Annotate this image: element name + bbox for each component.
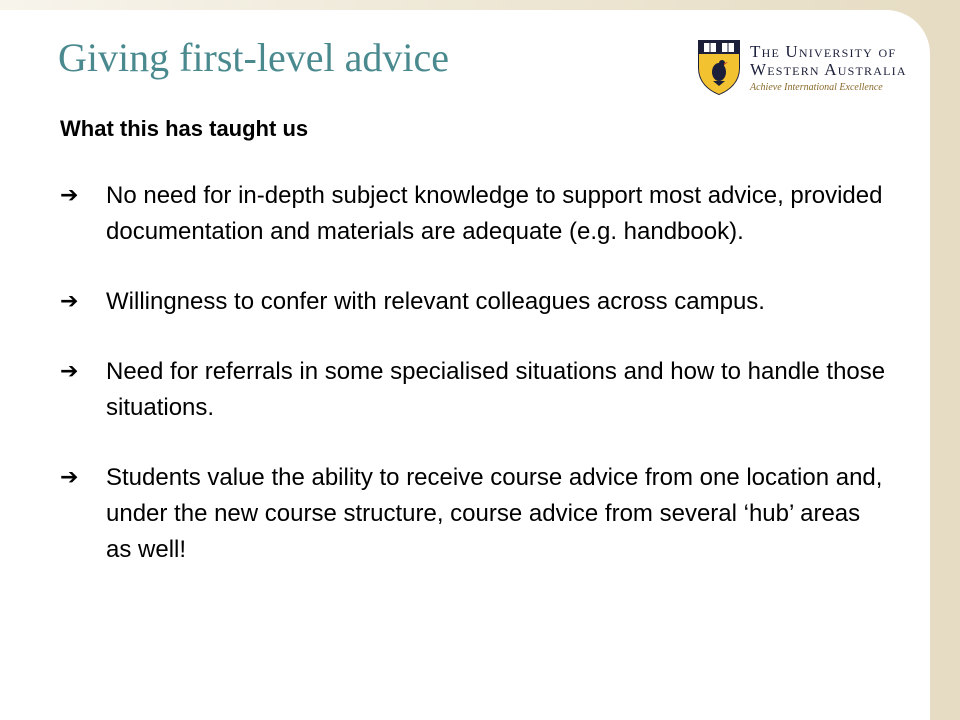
bullet-point: [60, 354, 890, 426]
arrow-right-icon: ➔: [60, 465, 79, 490]
bullet-point: [60, 284, 890, 320]
university-logo: [696, 38, 906, 98]
university-tagline: Achieve International Excellence: [750, 82, 883, 93]
bullet-text: No need for in-depth subject knowledge to support most advice, provided documentation and materials are adequate (e.g. handbook).: [106, 182, 883, 245]
university-name: [750, 43, 907, 79]
bullet-point: [60, 178, 890, 250]
university-name-line2: Western Australia: [750, 60, 907, 79]
bullet-text: Need for referrals in some specialised situations and how to handle those situations.: [106, 358, 886, 421]
arrow-right-icon: ➔: [60, 289, 79, 314]
bullet-point: [60, 460, 890, 568]
bullet-text: Willingness to confer with relevant colleagues across campus.: [106, 288, 765, 315]
subheading: What this has taught us: [60, 116, 309, 141]
university-crest-icon: [696, 38, 742, 96]
university-name-line1: The University of: [750, 42, 897, 61]
arrow-right-icon: ➔: [60, 183, 79, 208]
slide-title: Giving first-level advice: [58, 35, 449, 80]
bullet-list: [60, 178, 890, 602]
arrow-right-icon: ➔: [60, 359, 79, 384]
bullet-text: Students value the ability to receive course advice from one location and, under the new course structure, course advice from several ‘hub’ areas as well!: [106, 464, 883, 563]
